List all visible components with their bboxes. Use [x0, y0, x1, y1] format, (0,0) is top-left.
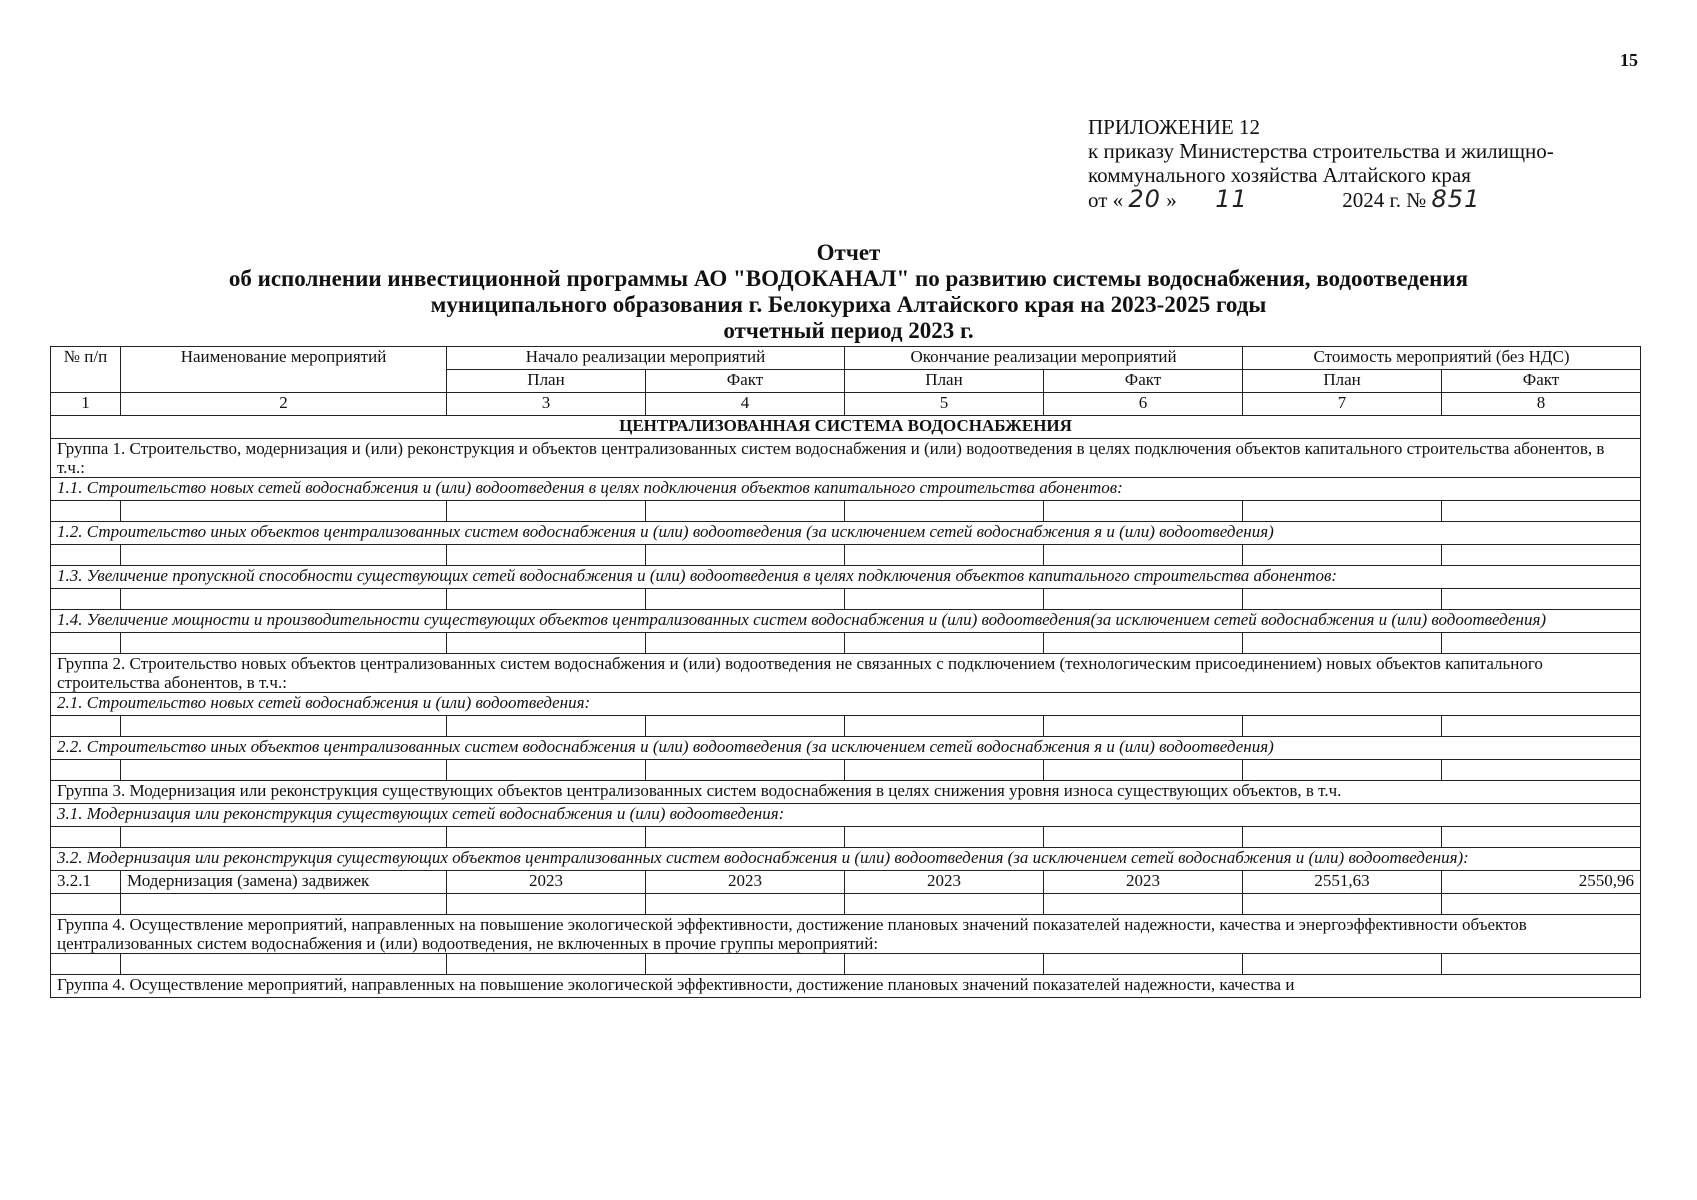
header-end-fact: Факт: [1044, 370, 1243, 393]
header-numbers-row: [51, 393, 1641, 416]
empty-row: [51, 760, 1641, 781]
title-line-2: об исполнении инвестиционной программы АО "ВОДОКАНАЛ" по развитию системы водоснабжения, водоотведения: [228, 266, 1469, 291]
empty-row: [51, 716, 1641, 737]
section-row: [51, 416, 1641, 439]
title-line-1: Отчет: [816, 240, 881, 265]
header-end-plan: План: [845, 370, 1044, 393]
subsection-1-2-row: [51, 522, 1641, 545]
header-start: Начало реализации мероприятий: [447, 347, 845, 370]
header-name: Наименование мероприятий: [121, 347, 447, 393]
subsection-1-2: 1.2. Строительство иных объектов централизованных систем водоснабжения и (или) водоотведения (за исключением сетей водоснабжения я и (или) водоотведения): [51, 522, 1641, 545]
date-year: 2024 г. №: [1342, 188, 1427, 212]
empty-row: [51, 954, 1641, 975]
empty-row: [51, 501, 1641, 522]
subsection-1-4: 1.4. Увеличение мощности и производительности существующих объектов централизованных систем водоснабжения и (или) водоотведения(за исключением сетей водоснабжения и (или) водоотведения): [51, 610, 1641, 633]
header-no: № п/п: [51, 347, 121, 393]
empty-row: [51, 827, 1641, 848]
subsection-3-2: 3.2. Модернизация или реконструкция существующих объектов централизованных систем водоснабжения и (или) водоотведения (за исключением сетей водоснабжения и (или) водоотведения):: [51, 848, 1641, 871]
header-row-1: [51, 347, 1641, 370]
group-3-row: [51, 781, 1641, 804]
group-2: Группа 2. Строительство новых объектов централизованных систем водоснабжения и (или) водоотведения не связанных с подключением (технологическим присоединением) новых объектов капитального строительства абонентов, в т.ч.:: [51, 654, 1641, 693]
col-num-5: 5: [845, 393, 1044, 416]
subsection-1-4-row: [51, 610, 1641, 633]
empty-row: [51, 633, 1641, 654]
col-num-1: 1: [51, 393, 121, 416]
appendix-title: ПРИЛОЖЕНИЕ 12: [1088, 115, 1260, 139]
title-line-3: муниципального образования г. Белокуриха Алтайского края на 2023-2025 годы: [430, 292, 1267, 317]
col-num-6: 6: [1044, 393, 1243, 416]
header-start-fact: Факт: [646, 370, 845, 393]
empty-row: [51, 894, 1641, 915]
subsection-1-1: 1.1. Строительство новых сетей водоснабжения и (или) водоотведения в целях подключения объектов капитального строительства абонентов:: [51, 478, 1641, 501]
subsection-2-2-row: [51, 737, 1641, 760]
col-num-4: 4: [646, 393, 845, 416]
subsection-1-1-row: [51, 478, 1641, 501]
item-end-fact: 2023: [1044, 871, 1243, 894]
header-start-plan: План: [447, 370, 646, 393]
date-prefix: от «: [1088, 188, 1124, 212]
title-line-4: отчетный период 2023 г.: [723, 318, 974, 343]
appendix-line-2: коммунального хозяйства Алтайского края: [1088, 163, 1471, 187]
item-cost-fact: 2550,96: [1442, 871, 1641, 894]
item-name: Модернизация (замена) задвижек: [121, 871, 447, 894]
appendix-date-line: [1088, 187, 1648, 212]
item-start-plan: 2023: [447, 871, 646, 894]
group-3: Группа 3. Модернизация или реконструкция существующих объектов централизованных систем водоснабжения в целях снижения уровня износа существующих объектов, в т.ч.: [51, 781, 1641, 804]
group-1-row: [51, 439, 1641, 478]
group-4-repeat: Группа 4. Осуществление мероприятий, направленных на повышение экологической эффективности, достижение плановых значений показателей надежности, качества и: [51, 975, 1641, 998]
header-cost-plan: План: [1243, 370, 1442, 393]
subsection-3-1-row: [51, 804, 1641, 827]
report-table: [50, 346, 1641, 998]
group-1: Группа 1. Строительство, модернизация и (или) реконструкция и объектов централизованных систем водоснабжения и (или) водоотведения в целях подключения объектов капитального строительства абонентов, в т.ч.:: [51, 439, 1641, 478]
item-no: 3.2.1: [51, 871, 121, 894]
subsection-3-1: 3.1. Модернизация или реконструкция существующих сетей водоснабжения и (или) водоотведения:: [51, 804, 1641, 827]
subsection-2-2: 2.2. Строительство иных объектов централизованных систем водоснабжения и (или) водоотведения (за исключением сетей водоснабжения я и (или) водоотведения): [51, 737, 1641, 760]
empty-row: [51, 545, 1641, 566]
appendix-block: [1088, 115, 1648, 212]
group-4: Группа 4. Осуществление мероприятий, направленных на повышение экологической эффективности, достижение плановых значений показателей надежности, качества и энергоэффективности объектов централизованных систем водоснабжения и (или) водоотведения, не включенных в прочие группы мероприятий:: [51, 915, 1641, 954]
item-cost-plan: 2551,63: [1243, 871, 1442, 894]
col-num-8: 8: [1442, 393, 1641, 416]
date-day-handwritten: 20: [1128, 185, 1161, 213]
date-mid: »: [1166, 188, 1177, 212]
empty-row: [51, 589, 1641, 610]
order-number-handwritten: 851: [1431, 185, 1481, 213]
subsection-1-3: 1.3. Увеличение пропускной способности существующих сетей водоснабжения и (или) водоотведения в целях подключения объектов капитального строительства абонентов:: [51, 566, 1641, 589]
group-2-row: [51, 654, 1641, 693]
item-end-plan: 2023: [845, 871, 1044, 894]
subsection-1-3-row: [51, 566, 1641, 589]
group-4-row: [51, 915, 1641, 954]
header-cost-fact: Факт: [1442, 370, 1641, 393]
appendix-line-1: к приказу Министерства строительства и жилищно-: [1088, 139, 1554, 163]
col-num-3: 3: [447, 393, 646, 416]
page-number: 15: [1620, 50, 1638, 70]
subsection-2-1: 2.1. Строительство новых сетей водоснабжения и (или) водоотведения:: [51, 693, 1641, 716]
item-start-fact: 2023: [646, 871, 845, 894]
col-num-2: 2: [121, 393, 447, 416]
report-title: [0, 240, 1697, 344]
section-title: ЦЕНТРАЛИЗОВАННАЯ СИСТЕМА ВОДОСНАБЖЕНИЯ: [51, 416, 1641, 439]
item-3-2-1-row: [51, 871, 1641, 894]
subsection-3-2-row: [51, 848, 1641, 871]
date-month-handwritten: 11: [1215, 185, 1248, 213]
subsection-2-1-row: [51, 693, 1641, 716]
col-num-7: 7: [1243, 393, 1442, 416]
header-cost: Стоимость мероприятий (без НДС): [1243, 347, 1641, 370]
group-4-repeat-row: [51, 975, 1641, 998]
header-end: Окончание реализации мероприятий: [845, 347, 1243, 370]
